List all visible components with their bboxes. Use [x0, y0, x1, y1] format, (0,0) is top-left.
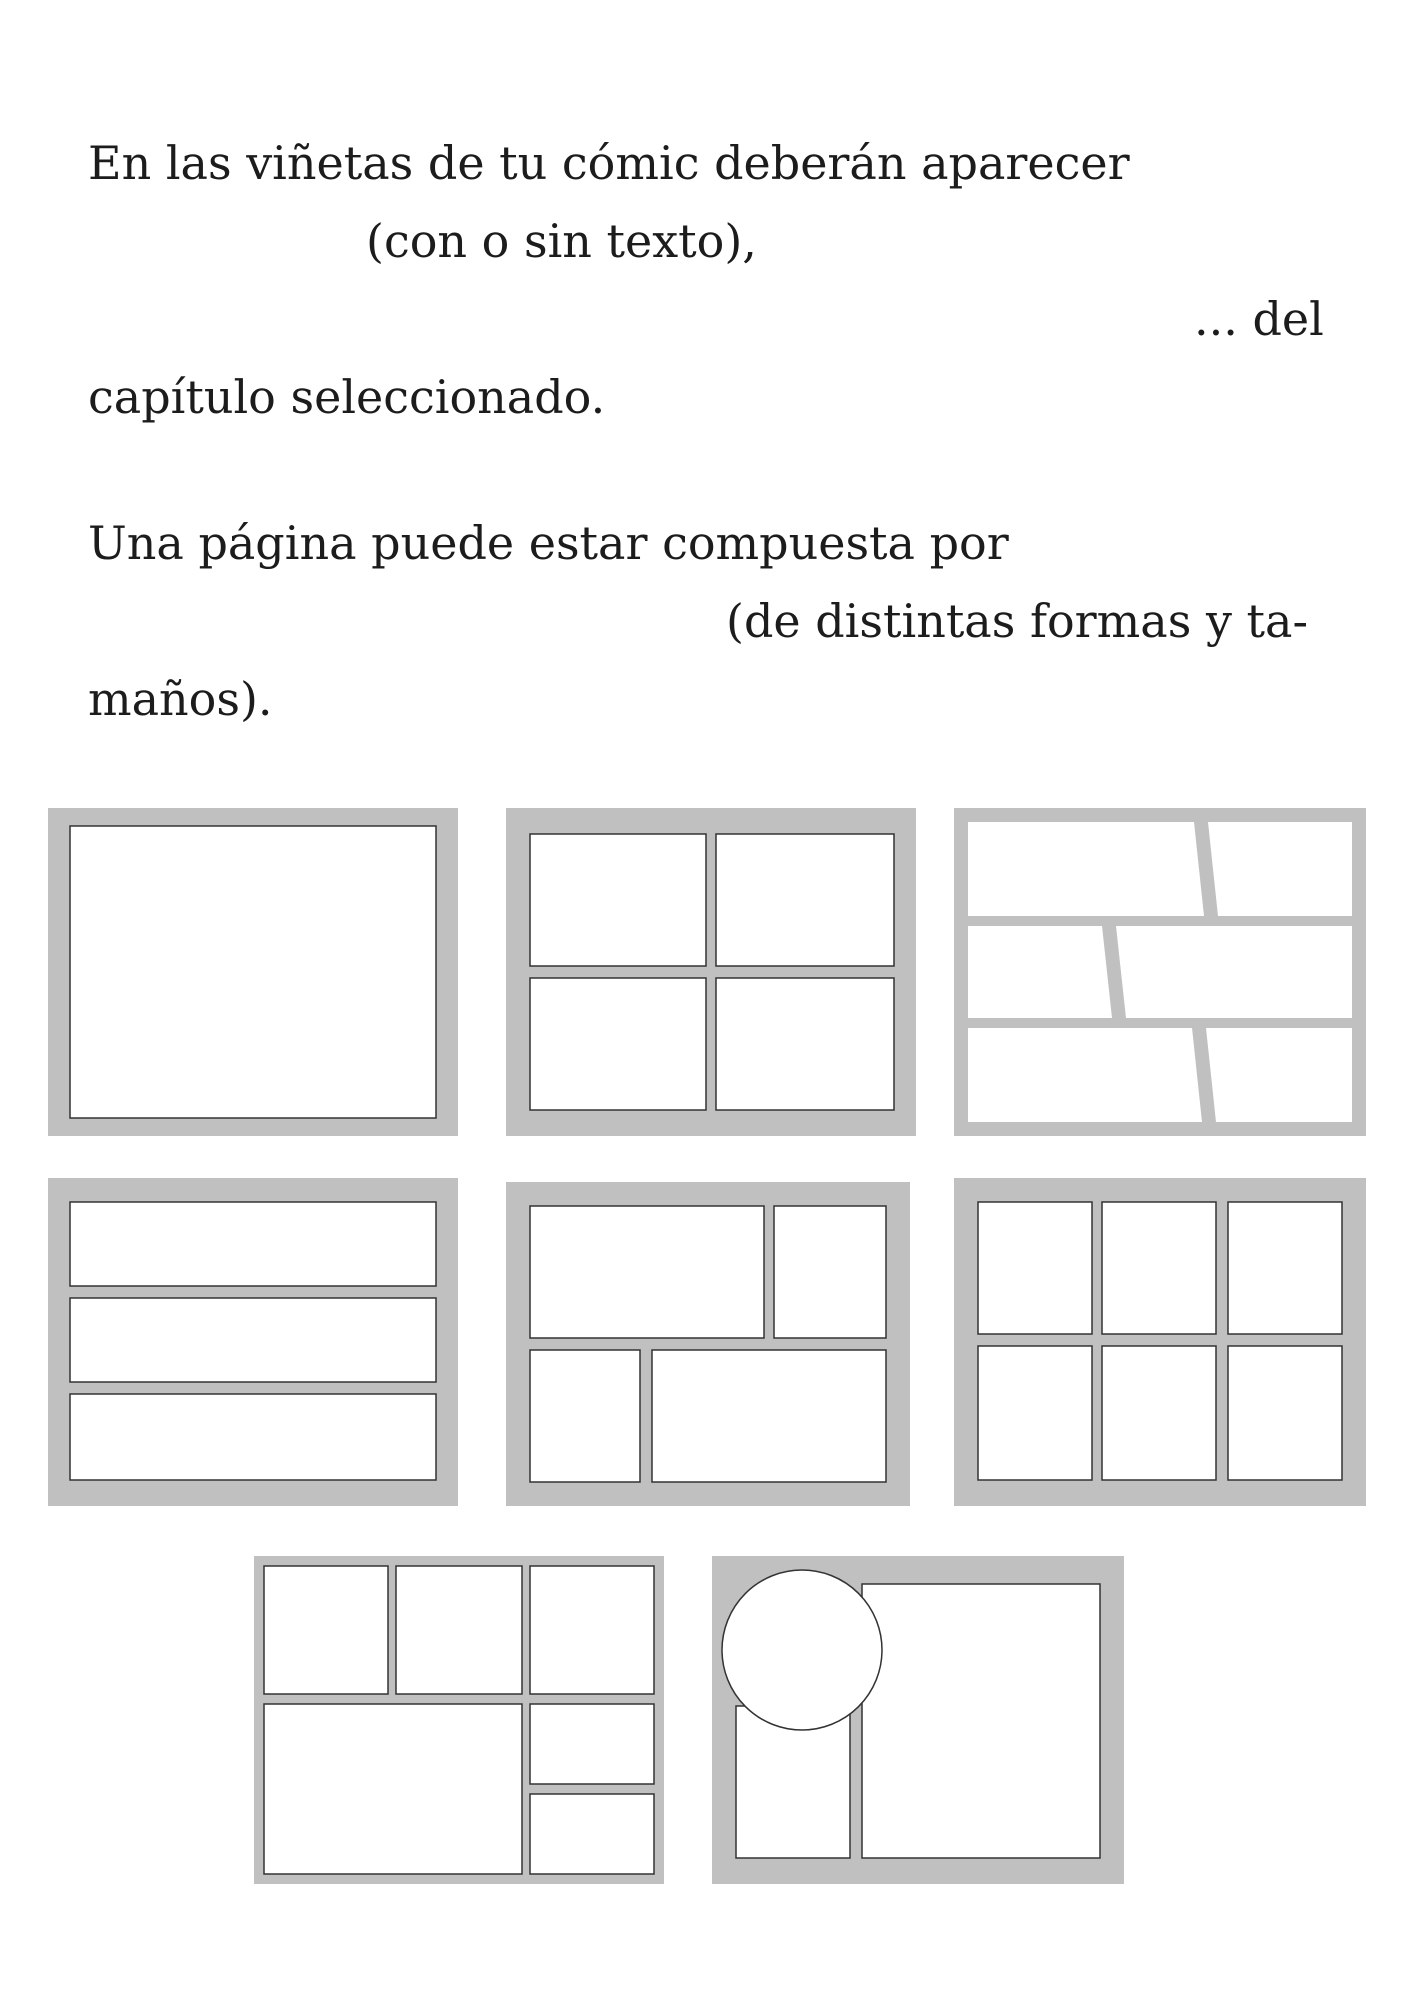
panel [396, 1566, 522, 1694]
panel [968, 822, 1204, 916]
panel [716, 834, 894, 966]
panel [530, 1206, 764, 1338]
layout-single-panel [48, 808, 458, 1136]
layout-seven-panels [254, 1556, 664, 1884]
layout-slanted-panels [954, 808, 1366, 1136]
panel [530, 978, 706, 1110]
paragraph1-line1: En las viñetas de tu cómic deberán aparecer [88, 136, 1130, 190]
panel [978, 1202, 1092, 1334]
panel [978, 1346, 1092, 1480]
panel [1102, 1346, 1216, 1480]
panel [1208, 822, 1352, 916]
panel [1228, 1202, 1342, 1334]
panel [70, 1298, 436, 1382]
panel [968, 926, 1112, 1018]
paragraph1-line4: capítulo seleccionado. [88, 370, 606, 424]
paragraph1-line3: ... del [1194, 292, 1324, 346]
panel [652, 1350, 886, 1482]
panel [530, 1350, 640, 1482]
paragraph2-line1: Una página puede estar compuesta por [88, 516, 1009, 570]
panel [530, 834, 706, 966]
panel [70, 826, 436, 1118]
panel [716, 978, 894, 1110]
panel [968, 1028, 1202, 1122]
panel [1102, 1202, 1216, 1334]
paragraph1-line2: (con o sin texto), [366, 214, 757, 268]
panel [774, 1206, 886, 1338]
layout-circle-panel [712, 1556, 1124, 1884]
panel [70, 1394, 436, 1480]
panel [1206, 1028, 1352, 1122]
panel [530, 1794, 654, 1874]
paragraph2-line3: maños). [88, 672, 273, 726]
layout-three-strips [48, 1178, 458, 1506]
panel [530, 1704, 654, 1784]
panel [1228, 1346, 1342, 1480]
layout-six-panels [954, 1178, 1366, 1506]
panel [530, 1566, 654, 1694]
layout-mixed-panels [506, 1182, 910, 1506]
panel [862, 1584, 1100, 1858]
panel [70, 1202, 436, 1286]
panel [264, 1566, 388, 1694]
circle-panel [722, 1570, 882, 1730]
panel [264, 1704, 522, 1874]
paragraph2-line2: (de distintas formas y ta- [726, 594, 1309, 648]
panel [1116, 926, 1352, 1018]
layout-four-panels [506, 808, 916, 1136]
